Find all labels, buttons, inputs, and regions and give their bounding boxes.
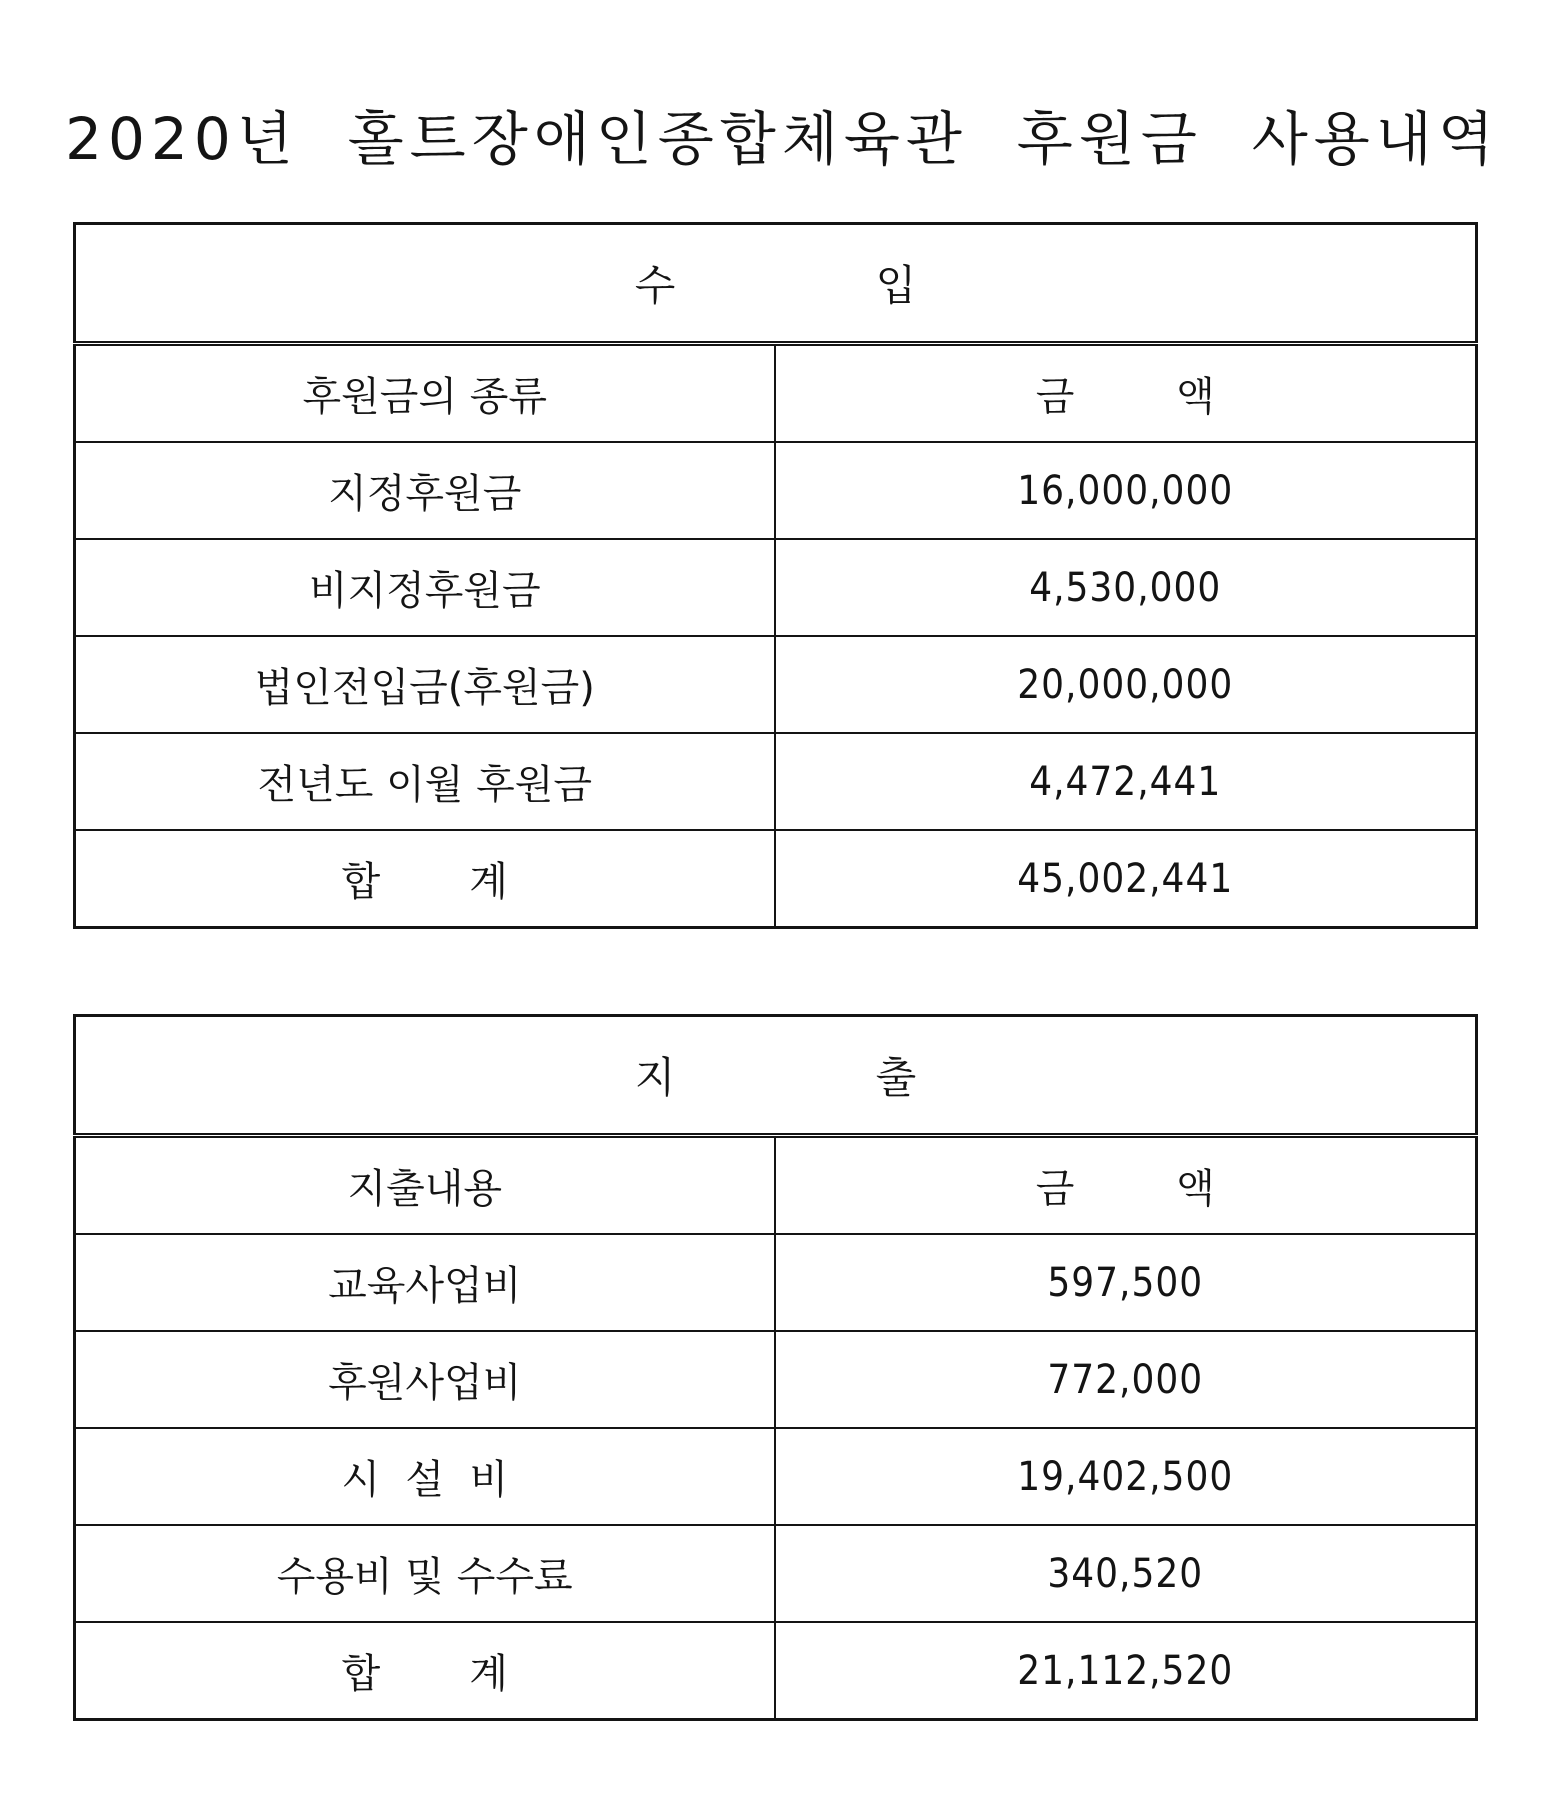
income-amount-cell: 4,530,000	[775, 539, 1477, 636]
expense-category-header: 지출내용	[75, 1136, 775, 1235]
expense-section-label: 지 출	[75, 1016, 1477, 1136]
income-section-label: 수 입	[75, 224, 1477, 344]
income-category-cell: 비지정후원금	[75, 539, 775, 636]
expense-category-cell: 교육사업비	[75, 1234, 775, 1331]
expense-category-cell: 수용비 및 수수료	[75, 1525, 775, 1622]
income-total-amount: 45,002,441	[775, 830, 1477, 928]
expense-column-header-row	[75, 1136, 1477, 1235]
page-title: 2020년 홀트장애인종합체육관 후원금 사용내역	[65, 105, 1500, 173]
income-column-header-row	[75, 344, 1477, 443]
expense-section-header-row	[75, 1016, 1477, 1136]
expense-amount-cell: 19,402,500	[775, 1428, 1477, 1525]
table-row	[75, 539, 1477, 636]
expense-table	[73, 1014, 1478, 1721]
expense-total-label: 합 계	[75, 1622, 775, 1720]
table-row	[75, 1234, 1477, 1331]
income-amount-cell: 16,000,000	[775, 442, 1477, 539]
income-total-label: 합 계	[75, 830, 775, 928]
table-row	[75, 442, 1477, 539]
expense-total-amount: 21,112,520	[775, 1622, 1477, 1720]
table-row	[75, 1428, 1477, 1525]
income-category-cell: 전년도 이월 후원금	[75, 733, 775, 830]
expense-category-cell: 후원사업비	[75, 1331, 775, 1428]
table-row	[75, 1331, 1477, 1428]
income-section-header-row	[75, 224, 1477, 344]
income-total-row	[75, 830, 1477, 928]
expense-amount-header: 금 액	[775, 1136, 1477, 1235]
expense-category-cell: 시 설 비	[75, 1428, 775, 1525]
expense-amount-cell: 340,520	[775, 1525, 1477, 1622]
income-amount-cell: 4,472,441	[775, 733, 1477, 830]
table-row	[75, 636, 1477, 733]
expense-amount-cell: 772,000	[775, 1331, 1477, 1428]
expense-amount-cell: 597,500	[775, 1234, 1477, 1331]
table-row	[75, 1525, 1477, 1622]
income-amount-cell: 20,000,000	[775, 636, 1477, 733]
income-category-header: 후원금의 종류	[75, 344, 775, 443]
income-category-cell: 지정후원금	[75, 442, 775, 539]
income-amount-header: 금 액	[775, 344, 1477, 443]
income-category-cell: 법인전입금(후원금)	[75, 636, 775, 733]
income-table	[73, 222, 1478, 929]
expense-total-row	[75, 1622, 1477, 1720]
table-row	[75, 733, 1477, 830]
